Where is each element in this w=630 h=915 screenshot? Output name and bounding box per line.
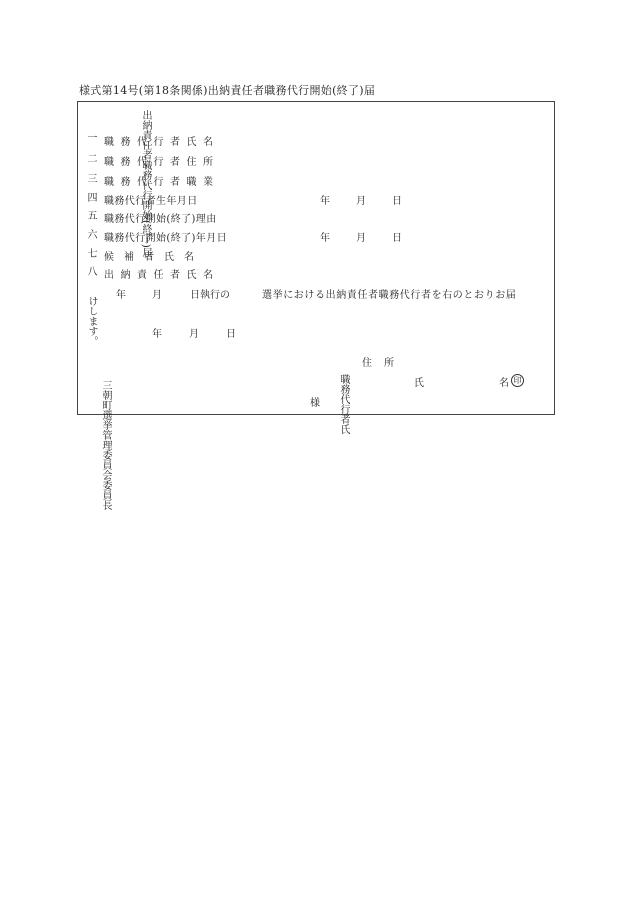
duty-day-unit: 日 [392,233,402,244]
birth-day-unit: 日 [392,196,402,207]
duty-month-unit: 月 [356,233,366,244]
signer-name-suffix: 名 [499,378,509,389]
item-number-4: 四 [85,192,96,202]
statement-body: 選挙における出納責任者職務代行者を右のとおりお届 [262,290,517,301]
election-month-unit: 月 [152,290,162,301]
form-title: 様式第14号(第18条関係)出納責任者職務代行開始(終了)届 [79,84,376,97]
item-label-3: 職務代行者職業 [104,177,220,188]
item-label-5: 職務代行開始(終了)理由 [104,214,217,225]
signer-name-label-tail: 氏 [414,378,424,389]
item-label-7: 候補者氏名 [104,252,204,263]
statement-tail: けします。 [86,296,97,346]
item-number-8: 八 [85,266,96,276]
duty-year-unit: 年 [320,233,330,244]
election-day-unit: 日執行の [190,290,230,301]
signer-address-label: 住所 [362,358,406,369]
item-number-2: 二 [85,153,96,163]
signer-name-label: 職務代行者氏 [338,374,349,434]
addressee-honorific: 様 [310,398,320,409]
item-label-1: 職務代行者氏名 [104,137,220,148]
birth-month-unit: 月 [356,196,366,207]
item-number-7: 七 [85,248,96,258]
addressee-authority: 三朝町選挙管理委員会委員長 [100,380,111,510]
item-number-3: 三 [85,173,96,183]
item-label-6: 職務代行開始(終了)年月日 [104,233,228,244]
item-number-6: 六 [85,229,96,239]
item-number-1: 一 [85,132,96,142]
seal-icon: 印 [511,374,524,387]
form-heading: 出納責任者職務代行開始(終了)届 [140,110,151,258]
submit-month-unit: 月 [189,329,199,340]
item-number-5: 五 [85,210,96,220]
item-label-8: 出納責任者氏名 [104,270,220,281]
submit-day-unit: 日 [226,329,236,340]
item-label-4: 職務代行者生年月日 [104,196,198,207]
birth-year-unit: 年 [320,196,330,207]
election-year-unit: 年 [116,290,126,301]
submit-year-unit: 年 [152,329,162,340]
item-label-2: 職務代行者住所 [104,157,220,168]
